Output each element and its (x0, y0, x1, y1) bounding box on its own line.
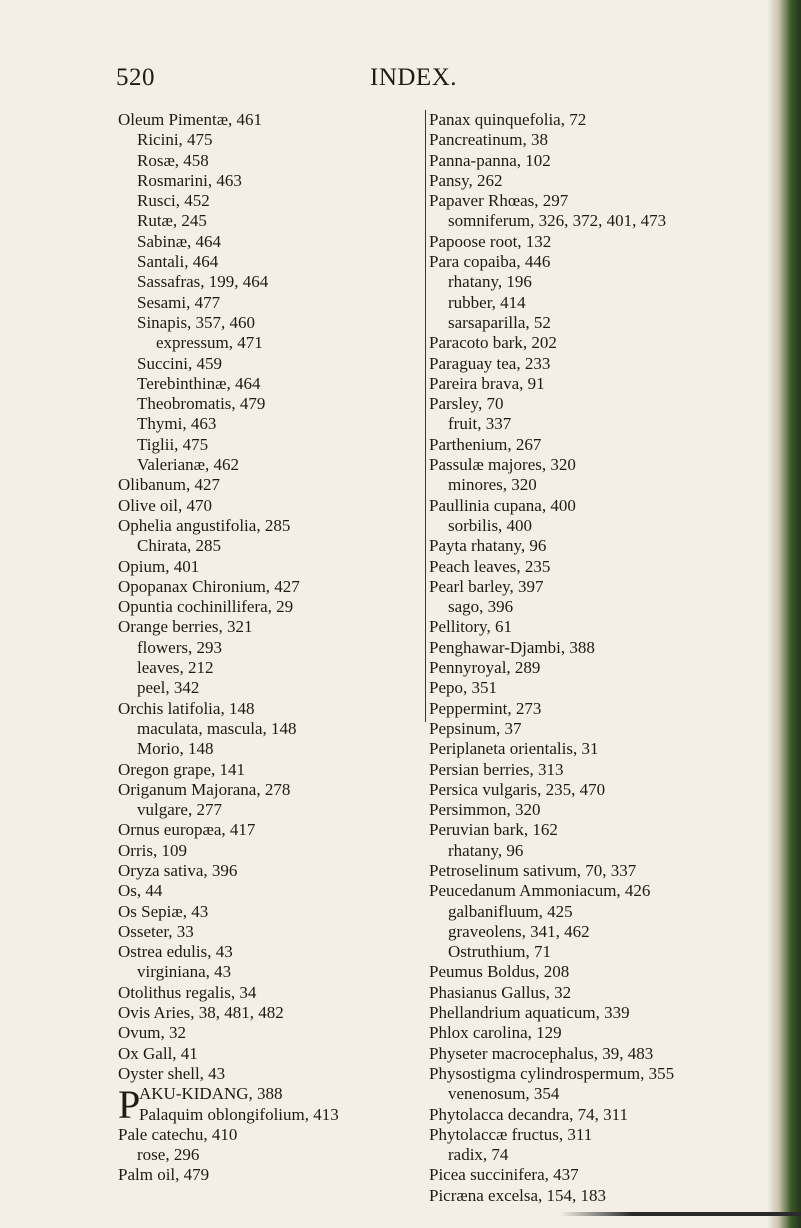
index-entry: Pepo, 351 (429, 678, 497, 698)
index-entry: fruit, 337 (448, 414, 512, 434)
index-entry: Sassafras, 199, 464 (137, 272, 269, 292)
index-entry: graveolens, 341, 462 (448, 921, 590, 941)
section-p-line-2: Palaquim oblongifolium, 413 (139, 1104, 339, 1124)
index-entry: Theobromatis, 479 (137, 394, 266, 414)
index-entry: Ornus europæa, 417 (118, 820, 256, 840)
page-header (0, 64, 801, 94)
index-entry: sago, 396 (448, 597, 514, 617)
index-entry: Orange berries, 321 (118, 617, 253, 637)
index-entry: rose, 296 (137, 1145, 200, 1165)
index-entry: Pennyroyal, 289 (429, 658, 541, 678)
index-entry: venenosum, 354 (448, 1084, 560, 1104)
index-entry: Pellitory, 61 (429, 617, 512, 637)
index-entry: Panna-panna, 102 (429, 150, 551, 170)
index-entry: Persian berries, 313 (429, 759, 564, 779)
index-entry: Os, 44 (118, 881, 163, 901)
index-entry: Pareira brava, 91 (429, 373, 545, 393)
index-entry: sarsaparilla, 52 (448, 312, 551, 332)
index-entry: minores, 320 (448, 475, 537, 495)
index-entry: Picea succinifera, 437 (429, 1165, 579, 1185)
index-entry: Parthenium, 267 (429, 434, 542, 454)
index-entry: Rosmarini, 463 (137, 170, 242, 190)
index-entry: radix, 74 (448, 1145, 509, 1165)
index-entry: Persimmon, 320 (429, 800, 541, 820)
index-entry: expressum, 471 (156, 333, 263, 353)
index-entry: Olibanum, 427 (118, 475, 220, 495)
index-entry: Opium, 401 (118, 556, 200, 576)
index-entry: Parsley, 70 (429, 394, 504, 414)
index-entry: Ovis Aries, 38, 481, 482 (118, 1003, 284, 1023)
index-entry: Sabinæ, 464 (137, 231, 222, 251)
index-entry: rhatany, 96 (448, 840, 524, 860)
index-entry: Valerianæ, 462 (137, 455, 239, 475)
index-entry: Picræna excelsa, 154, 183 (429, 1185, 607, 1205)
index-entry: Otolithus regalis, 34 (118, 982, 257, 1002)
index-entry: Orris, 109 (118, 840, 187, 860)
index-entry: peel, 342 (137, 678, 200, 698)
section-p-line-1: AKU-KIDANG, 388 (139, 1084, 283, 1104)
index-entry: virginiana, 43 (137, 962, 232, 982)
index-entry: Succini, 459 (137, 353, 222, 373)
index-entry: Passulæ majores, 320 (429, 455, 576, 475)
index-entry: Rusci, 452 (137, 191, 210, 211)
index-entry: Paracoto bark, 202 (429, 333, 557, 353)
index-entry: Osseter, 33 (118, 921, 194, 941)
index-entry: Opopanax Chironium, 427 (118, 576, 300, 596)
index-entry: Pearl barley, 397 (429, 576, 544, 596)
index-entry: Ox Gall, 41 (118, 1043, 198, 1063)
index-entry: Papoose root, 132 (429, 231, 552, 251)
index-entry: Paullinia cupana, 400 (429, 495, 576, 515)
index-entry: Rosæ, 458 (137, 150, 209, 170)
index-entry: Rutæ, 245 (137, 211, 207, 231)
index-column-right (425, 110, 779, 1205)
index-entry: Pale catechu, 410 (118, 1124, 238, 1144)
bottom-rule (560, 1212, 801, 1216)
index-entry: Peach leaves, 235 (429, 556, 551, 576)
index-entry: Phasianus Gallus, 32 (429, 982, 572, 1002)
index-entry: Orchis latifolia, 148 (118, 698, 255, 718)
index-entry: Phlox carolina, 129 (429, 1023, 562, 1043)
index-entry: Phytolacca decandra, 74, 311 (429, 1104, 629, 1124)
index-entry: Terebinthinæ, 464 (137, 373, 261, 393)
index-entry: Ricini, 475 (137, 130, 213, 150)
index-entry: Oleum Pimentæ, 461 (118, 110, 263, 129)
index-entry: Payta rhatany, 96 (429, 536, 547, 556)
index-entry: Oryza sativa, 396 (118, 860, 238, 880)
index-entry: Phellandrium aquaticum, 339 (429, 1003, 630, 1023)
left-tail-list (118, 1125, 418, 1186)
index-entry: Petroselinum sativum, 70, 337 (429, 860, 637, 880)
index-entry: maculata, mascula, 148 (137, 718, 297, 738)
index-entry: Penghawar-Djambi, 388 (429, 637, 595, 657)
index-entry: Para copaiba, 446 (429, 252, 551, 272)
index-entry: Physeter macrocephalus, 39, 483 (429, 1043, 654, 1063)
index-entry: Sinapis, 357, 460 (137, 312, 256, 332)
section-p-heading (118, 1082, 418, 1128)
index-entry: Olive oil, 470 (118, 495, 212, 515)
index-entry: Ostrea edulis, 43 (118, 942, 233, 962)
index-entry: Oyster shell, 43 (118, 1063, 226, 1083)
page-number: 520 (116, 64, 155, 91)
right-entry-list (429, 110, 779, 1206)
index-entry: Panax quinquefolia, 72 (429, 110, 587, 129)
index-entry: Persica vulgaris, 235, 470 (429, 779, 606, 799)
index-entry: Peppermint, 273 (429, 698, 542, 718)
page-title: INDEX. (370, 64, 458, 91)
index-entry: flowers, 293 (137, 637, 222, 657)
index-entry: Periplaneta orientalis, 31 (429, 739, 599, 759)
index-entry: Pansy, 262 (429, 170, 503, 190)
index-entry: Os Sepiæ, 43 (118, 901, 209, 921)
index-entry: Ophelia angustifolia, 285 (118, 515, 291, 535)
index-entry: Peumus Boldus, 208 (429, 962, 570, 982)
index-entry: Oregon grape, 141 (118, 759, 245, 779)
index-entry: Tiglii, 475 (137, 434, 209, 454)
index-entry: Sesami, 477 (137, 292, 221, 312)
index-entry: Paraguay tea, 233 (429, 353, 551, 373)
index-entry: Pancreatinum, 38 (429, 130, 548, 150)
index-entry: Thymi, 463 (137, 414, 217, 434)
index-entry: vulgare, 277 (137, 800, 222, 820)
index-entry: Ostruthium, 71 (448, 942, 551, 962)
index-entry: Chirata, 285 (137, 536, 222, 556)
index-entry: Opuntia cochinillifera, 29 (118, 597, 294, 617)
left-entry-list (118, 110, 418, 1084)
index-entry: Morio, 148 (137, 739, 214, 759)
dropcap-letter: P (118, 1082, 141, 1128)
index-entry: rubber, 414 (448, 292, 526, 312)
index-entry: Santali, 464 (137, 252, 219, 272)
index-entry: Phytolaccæ fructus, 311 (429, 1124, 593, 1144)
index-entry: Papaver Rhœas, 297 (429, 191, 569, 211)
index-entry: Origanum Majorana, 278 (118, 779, 291, 799)
index-entry: Peruvian bark, 162 (429, 820, 558, 840)
index-entry: Ovum, 32 (118, 1023, 186, 1043)
index-entry: Physostigma cylindrospermum, 355 (429, 1063, 675, 1083)
index-entry: leaves, 212 (137, 658, 214, 678)
index-entry: galbanifluum, 425 (448, 901, 573, 921)
index-entry: sorbilis, 400 (448, 515, 533, 535)
index-entry: Pepsinum, 37 (429, 718, 522, 738)
index-entry: Palm oil, 479 (118, 1165, 210, 1185)
index-column-left (118, 110, 418, 1186)
index-entry: Peucedanum Ammoniacum, 426 (429, 881, 651, 901)
index-entry: somniferum, 326, 372, 401, 473 (448, 211, 667, 231)
index-entry: rhatany, 196 (448, 272, 532, 292)
